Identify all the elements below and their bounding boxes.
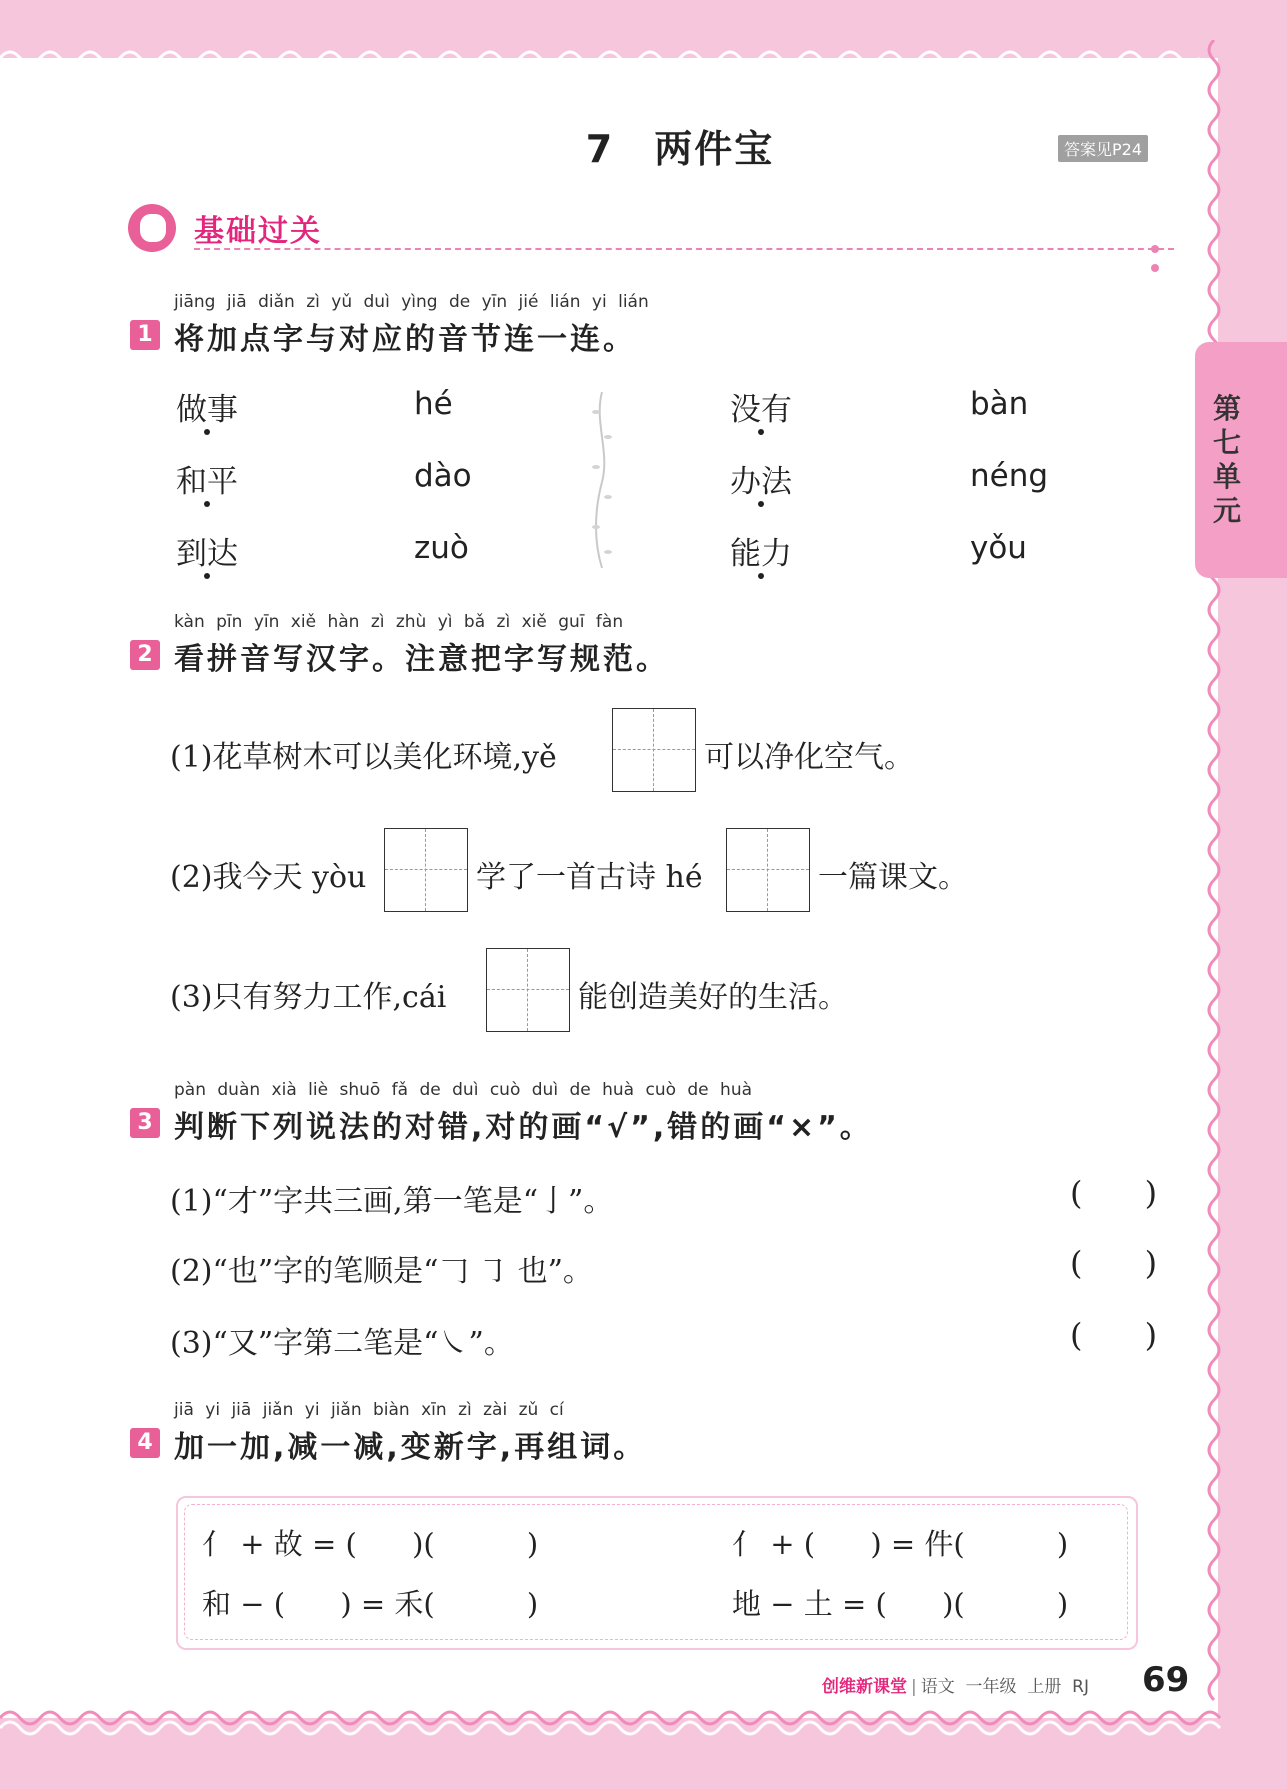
q2-number: 2 <box>130 640 160 670</box>
word-heping <box>176 456 238 501</box>
q3-item-1: (1)“才”字共三画,第一笔是“亅”。 <box>170 1184 614 1219</box>
page-number: 69 <box>1142 1660 1190 1700</box>
footer-brand: 创维新课堂 <box>822 1677 907 1697</box>
word-meiyou <box>730 384 792 429</box>
q2-sentence-1-before: (1)花草树木可以美化环境,yě <box>170 740 557 775</box>
word-nengli <box>730 528 792 573</box>
pinyin-zuo[interactable]: zuò <box>414 530 469 566</box>
right-wave-border <box>1200 40 1240 1740</box>
q4-number: 4 <box>130 1428 160 1458</box>
unit-label: 第七单元 <box>1212 392 1241 527</box>
footer-grade: 一年级 <box>965 1677 1017 1697</box>
q3-answer-paren-3[interactable]: ( ) <box>1070 1316 1158 1354</box>
decorative-dots <box>1148 238 1168 276</box>
word-banfa-text: 办法 <box>730 456 792 501</box>
q4-pinyin: jiā yi jiā jiǎn yi jiǎn biàn xīn zì zài zǔ cí <box>174 1400 564 1420</box>
q4-equation-3[interactable]: 和 − ( ) = 禾( ) <box>202 1587 539 1621</box>
word-daoda-text: 到达 <box>176 528 238 573</box>
footer-edition: RJ <box>1072 1677 1089 1697</box>
pinyin-ban[interactable]: bàn <box>970 386 1029 422</box>
q2-sentence-3-before: (3)只有努力工作,cái <box>170 980 447 1015</box>
q2-pinyin: kàn pīn yīn xiě hàn zì zhù yì bǎ zì xiě guī fàn <box>174 612 624 632</box>
q3-answer-paren-2[interactable]: ( ) <box>1070 1244 1158 1282</box>
q3-number: 3 <box>130 1108 160 1138</box>
lesson-name: 两件宝 <box>654 127 775 171</box>
tian-grid-he[interactable] <box>726 828 810 912</box>
q2-stem: 看拼音写汉字。注意把字写规范。 <box>174 642 669 677</box>
q4-answer-box <box>176 1496 1138 1650</box>
pinyin-dao[interactable]: dào <box>414 458 472 494</box>
tian-grid-cai[interactable] <box>486 948 570 1032</box>
q2-sentence-2-before: (2)我今天 yòu <box>170 860 367 895</box>
pinyin-neng[interactable]: néng <box>970 458 1049 494</box>
q2-sentence-2-mid: 学了一首古诗 hé <box>476 860 703 895</box>
word-nengli-text: 能力 <box>730 528 792 573</box>
q4-stem: 加一加,减一减,变新字,再组词。 <box>174 1430 647 1465</box>
q1-stem: 将加点字与对应的音节连一连。 <box>174 322 636 357</box>
q3-answer-paren-1[interactable]: ( ) <box>1070 1174 1158 1212</box>
q2-sentence-1-after: 可以净化空气。 <box>704 740 914 775</box>
section-header <box>128 202 1168 250</box>
word-zuoshi <box>176 384 238 429</box>
word-heping-text: 和平 <box>176 456 238 501</box>
cat-mascot-icon <box>128 204 176 252</box>
footer-separator: | <box>911 1677 917 1697</box>
q4-equation-1[interactable]: 亻 + 故 = ( )( ) <box>202 1527 539 1561</box>
q3-stem: 判断下列说法的对错,对的画“√”,错的画“×”。 <box>174 1110 873 1145</box>
q2-sentence-2-after: 一篇课文。 <box>818 860 968 895</box>
q3-item-3: (3)“又”字第二笔是“㇏”。 <box>170 1326 514 1361</box>
q2-sentence-3-after: 能创造美好的生活。 <box>578 980 848 1015</box>
tian-grid-ye[interactable] <box>612 708 696 792</box>
tian-grid-you[interactable] <box>384 828 468 912</box>
q4-equation-2[interactable]: 亻 + ( ) = 件( ) <box>732 1527 1069 1561</box>
pinyin-you[interactable]: yǒu <box>970 530 1027 566</box>
section-title: 基础过关 <box>194 214 322 249</box>
answer-reference-badge: 答案见P24 <box>1058 135 1148 162</box>
lesson-number: 7 <box>585 127 615 171</box>
q3-item-2: (2)“也”字的笔顺是“𠃌 ㇆ 也”。 <box>170 1254 593 1289</box>
vine-divider <box>590 392 614 568</box>
footer-volume: 上册 <box>1027 1677 1062 1697</box>
pinyin-he[interactable]: hé <box>414 386 453 422</box>
word-daoda <box>176 528 238 573</box>
word-zuoshi-text: 做事 <box>176 384 238 429</box>
footer-subject: 语文 <box>920 1677 955 1697</box>
unit-side-tab <box>1195 342 1287 578</box>
q1-number: 1 <box>130 320 160 350</box>
bottom-wave-border <box>0 1700 1287 1740</box>
q4-equation-4[interactable]: 地 − 土 = ( )( ) <box>732 1587 1069 1621</box>
section-divider <box>194 248 1174 250</box>
q3-pinyin: pàn duàn xià liè shuō fǎ de duì cuò duì de huà cuò de huà <box>174 1080 753 1100</box>
word-meiyou-text: 没有 <box>730 384 792 429</box>
word-banfa <box>730 456 792 501</box>
footer <box>822 1672 1089 1697</box>
q1-pinyin: jiāng jiā diǎn zì yǔ duì yìng de yīn jié lián yi lián <box>174 292 649 312</box>
